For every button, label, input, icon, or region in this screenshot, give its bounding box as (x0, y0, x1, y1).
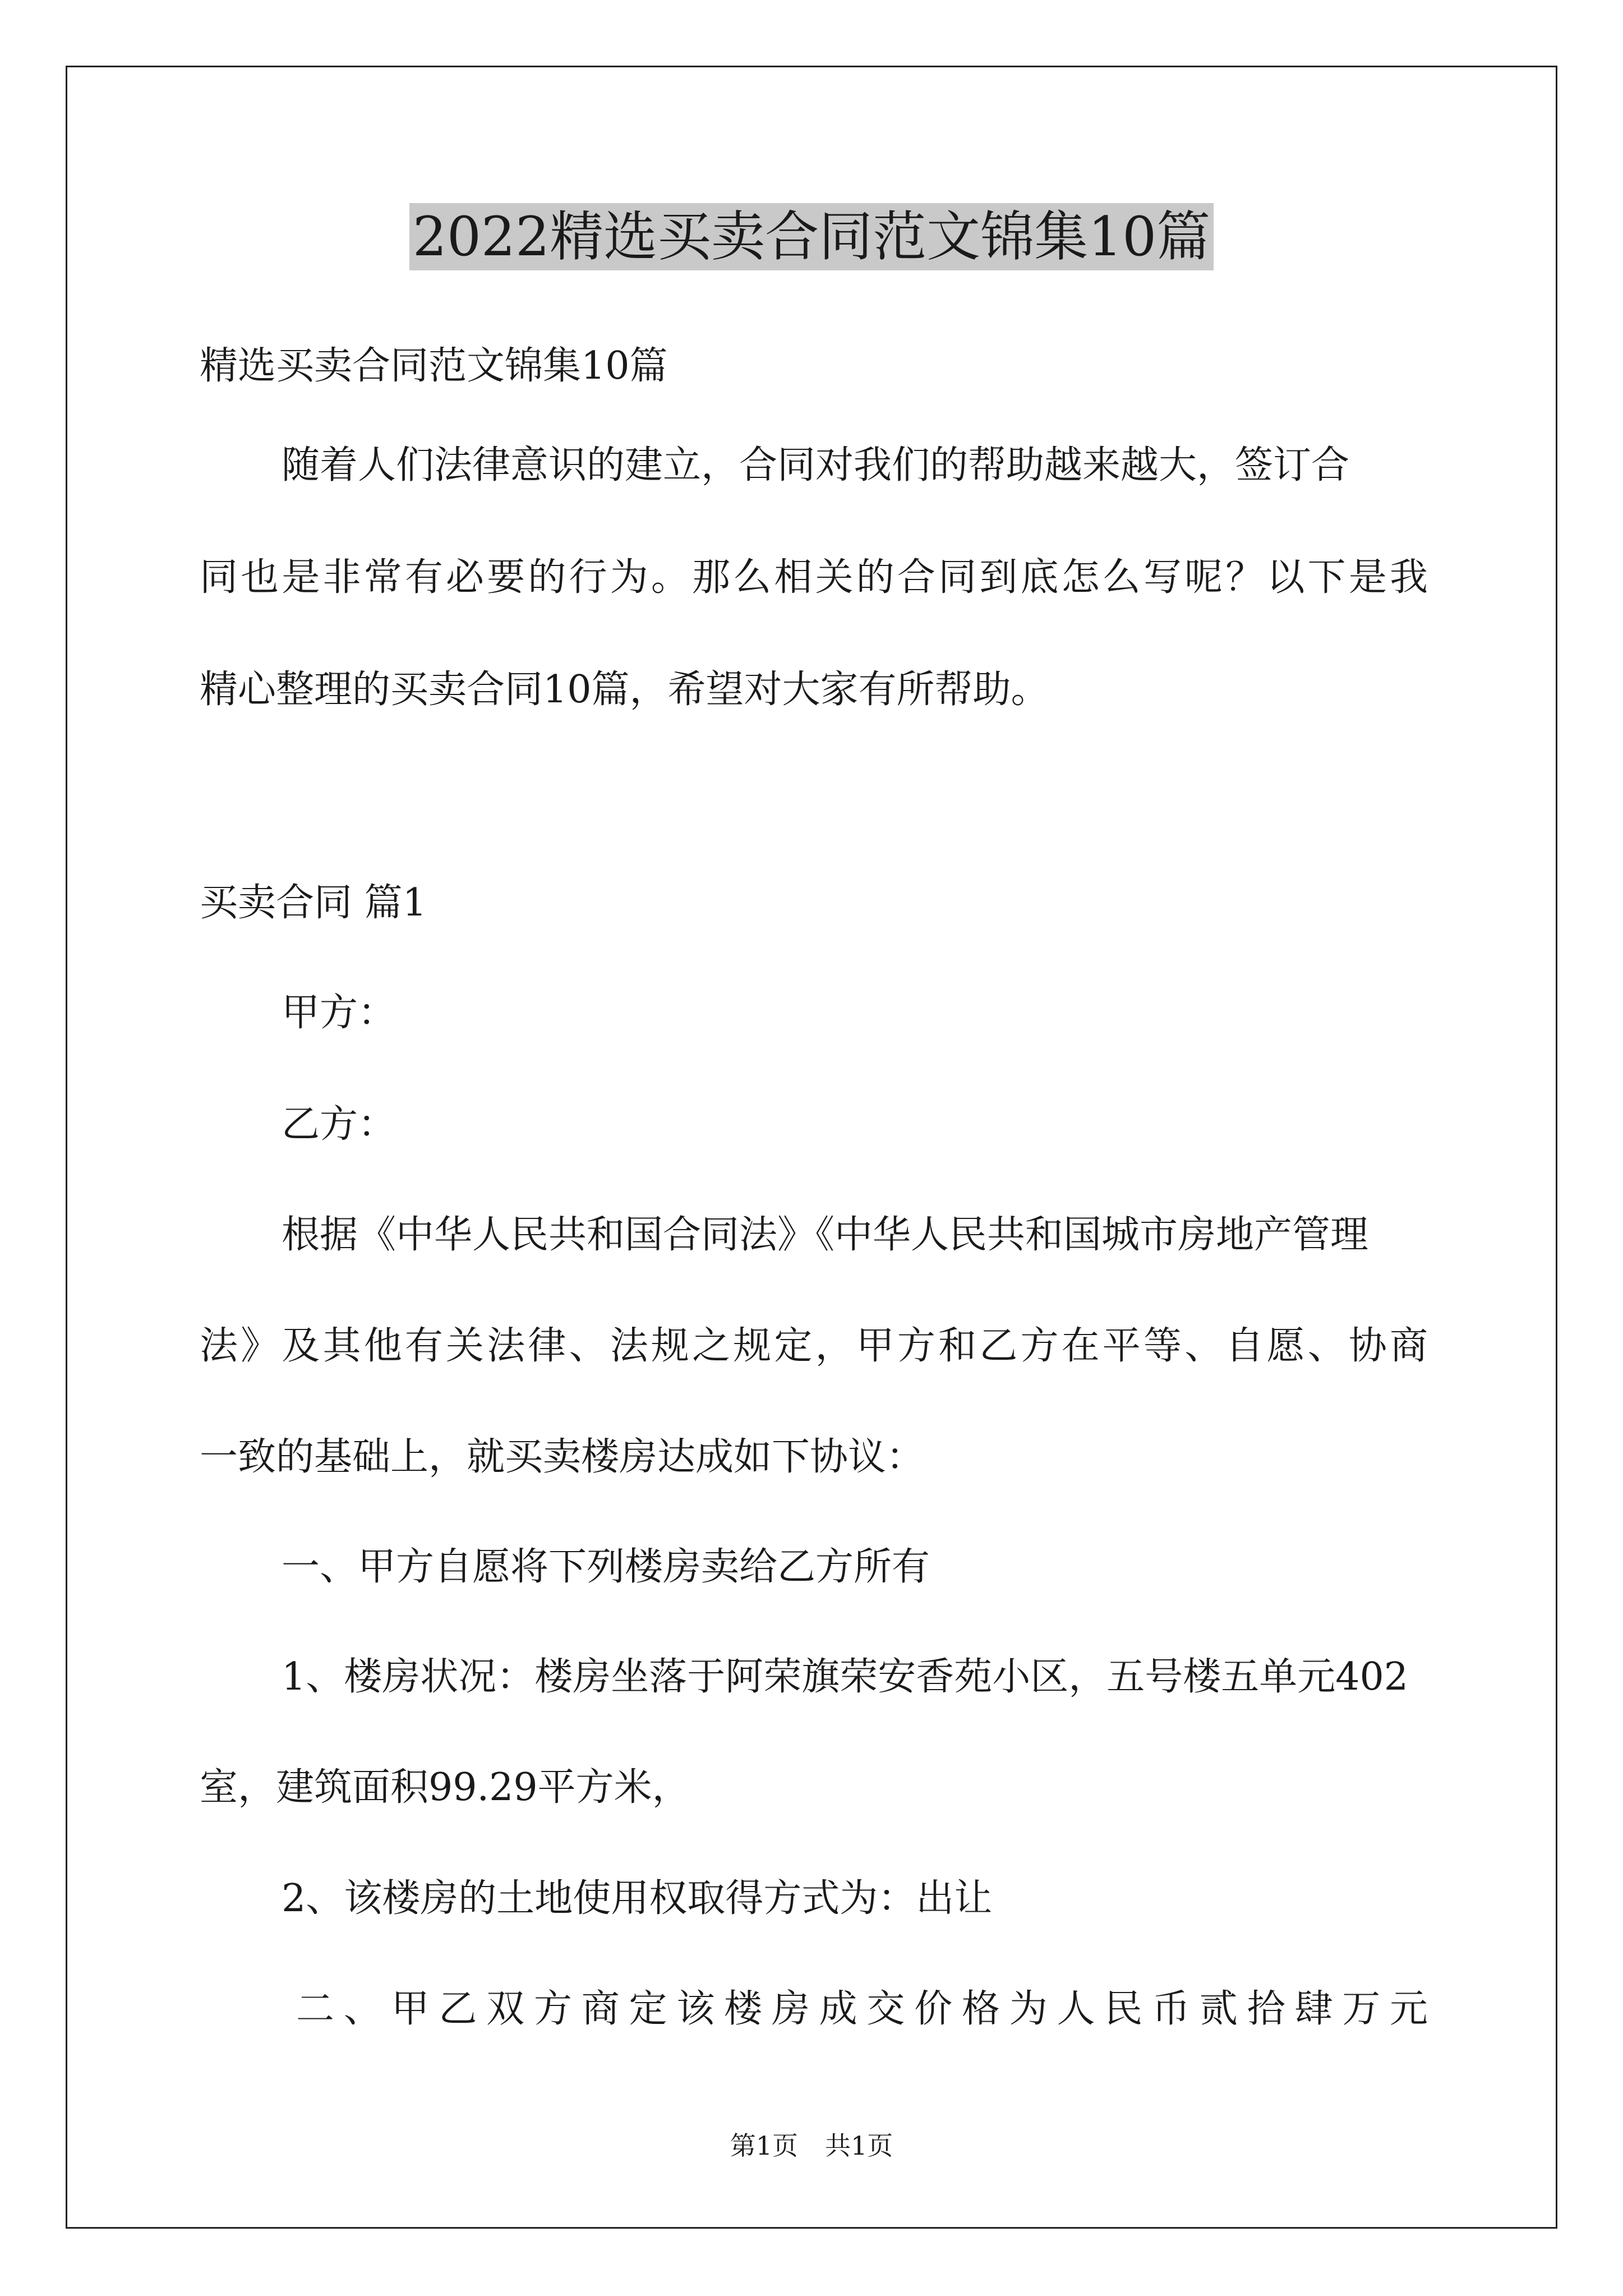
page-total: 共1页 (825, 2131, 893, 2161)
subtitle-line: 精选买卖合同范文锦集10篇 (200, 344, 668, 388)
paragraph-line: 一致的基础上，就买卖楼房达成如下协议： (200, 1435, 925, 1479)
document-title (0, 200, 1623, 274)
clause-line: 2、该楼房的土地使用权取得方式为：出让 (282, 1876, 993, 1921)
document-title-text: 2022精选买卖合同范文锦集10篇 (409, 203, 1214, 270)
clause-line: 二、甲乙双方商定该楼房成交价格为人民币贰拾肆万元 (296, 1987, 1428, 2031)
clause-line: 1、楼房状况：楼房坐落于阿荣旗荣安香苑小区，五号楼五单元402 (282, 1655, 1409, 1699)
paragraph-line: 精心整理的买卖合同10篇，希望对大家有所帮助。 (200, 668, 1049, 712)
paragraph-line: 根据《中华人民共和国合同法》《中华人民共和国城市房地产管理 (282, 1213, 1369, 1257)
page-footer (0, 2129, 1623, 2162)
party-a-line: 甲方： (282, 991, 396, 1035)
paragraph-line: 同也是非常有必要的行为。那么相关的合同到底怎么写呢？以下是我 (200, 555, 1428, 600)
section-heading: 买卖合同 篇1 (200, 881, 427, 925)
paragraph-line: 随着人们法律意识的建立，合同对我们的帮助越来越大，签订合 (282, 443, 1350, 487)
clause-line: 室，建筑面积99.29平方米， (200, 1765, 690, 1810)
paragraph-line: 法》及其他有关法律、法规之规定，甲方和乙方在平等、自愿、协商 (200, 1324, 1428, 1368)
party-b-line: 乙方： (282, 1102, 396, 1147)
clause-line: 一、甲方自愿将下列楼房卖给乙方所有 (282, 1545, 930, 1589)
page-number: 第1页 (730, 2131, 798, 2161)
